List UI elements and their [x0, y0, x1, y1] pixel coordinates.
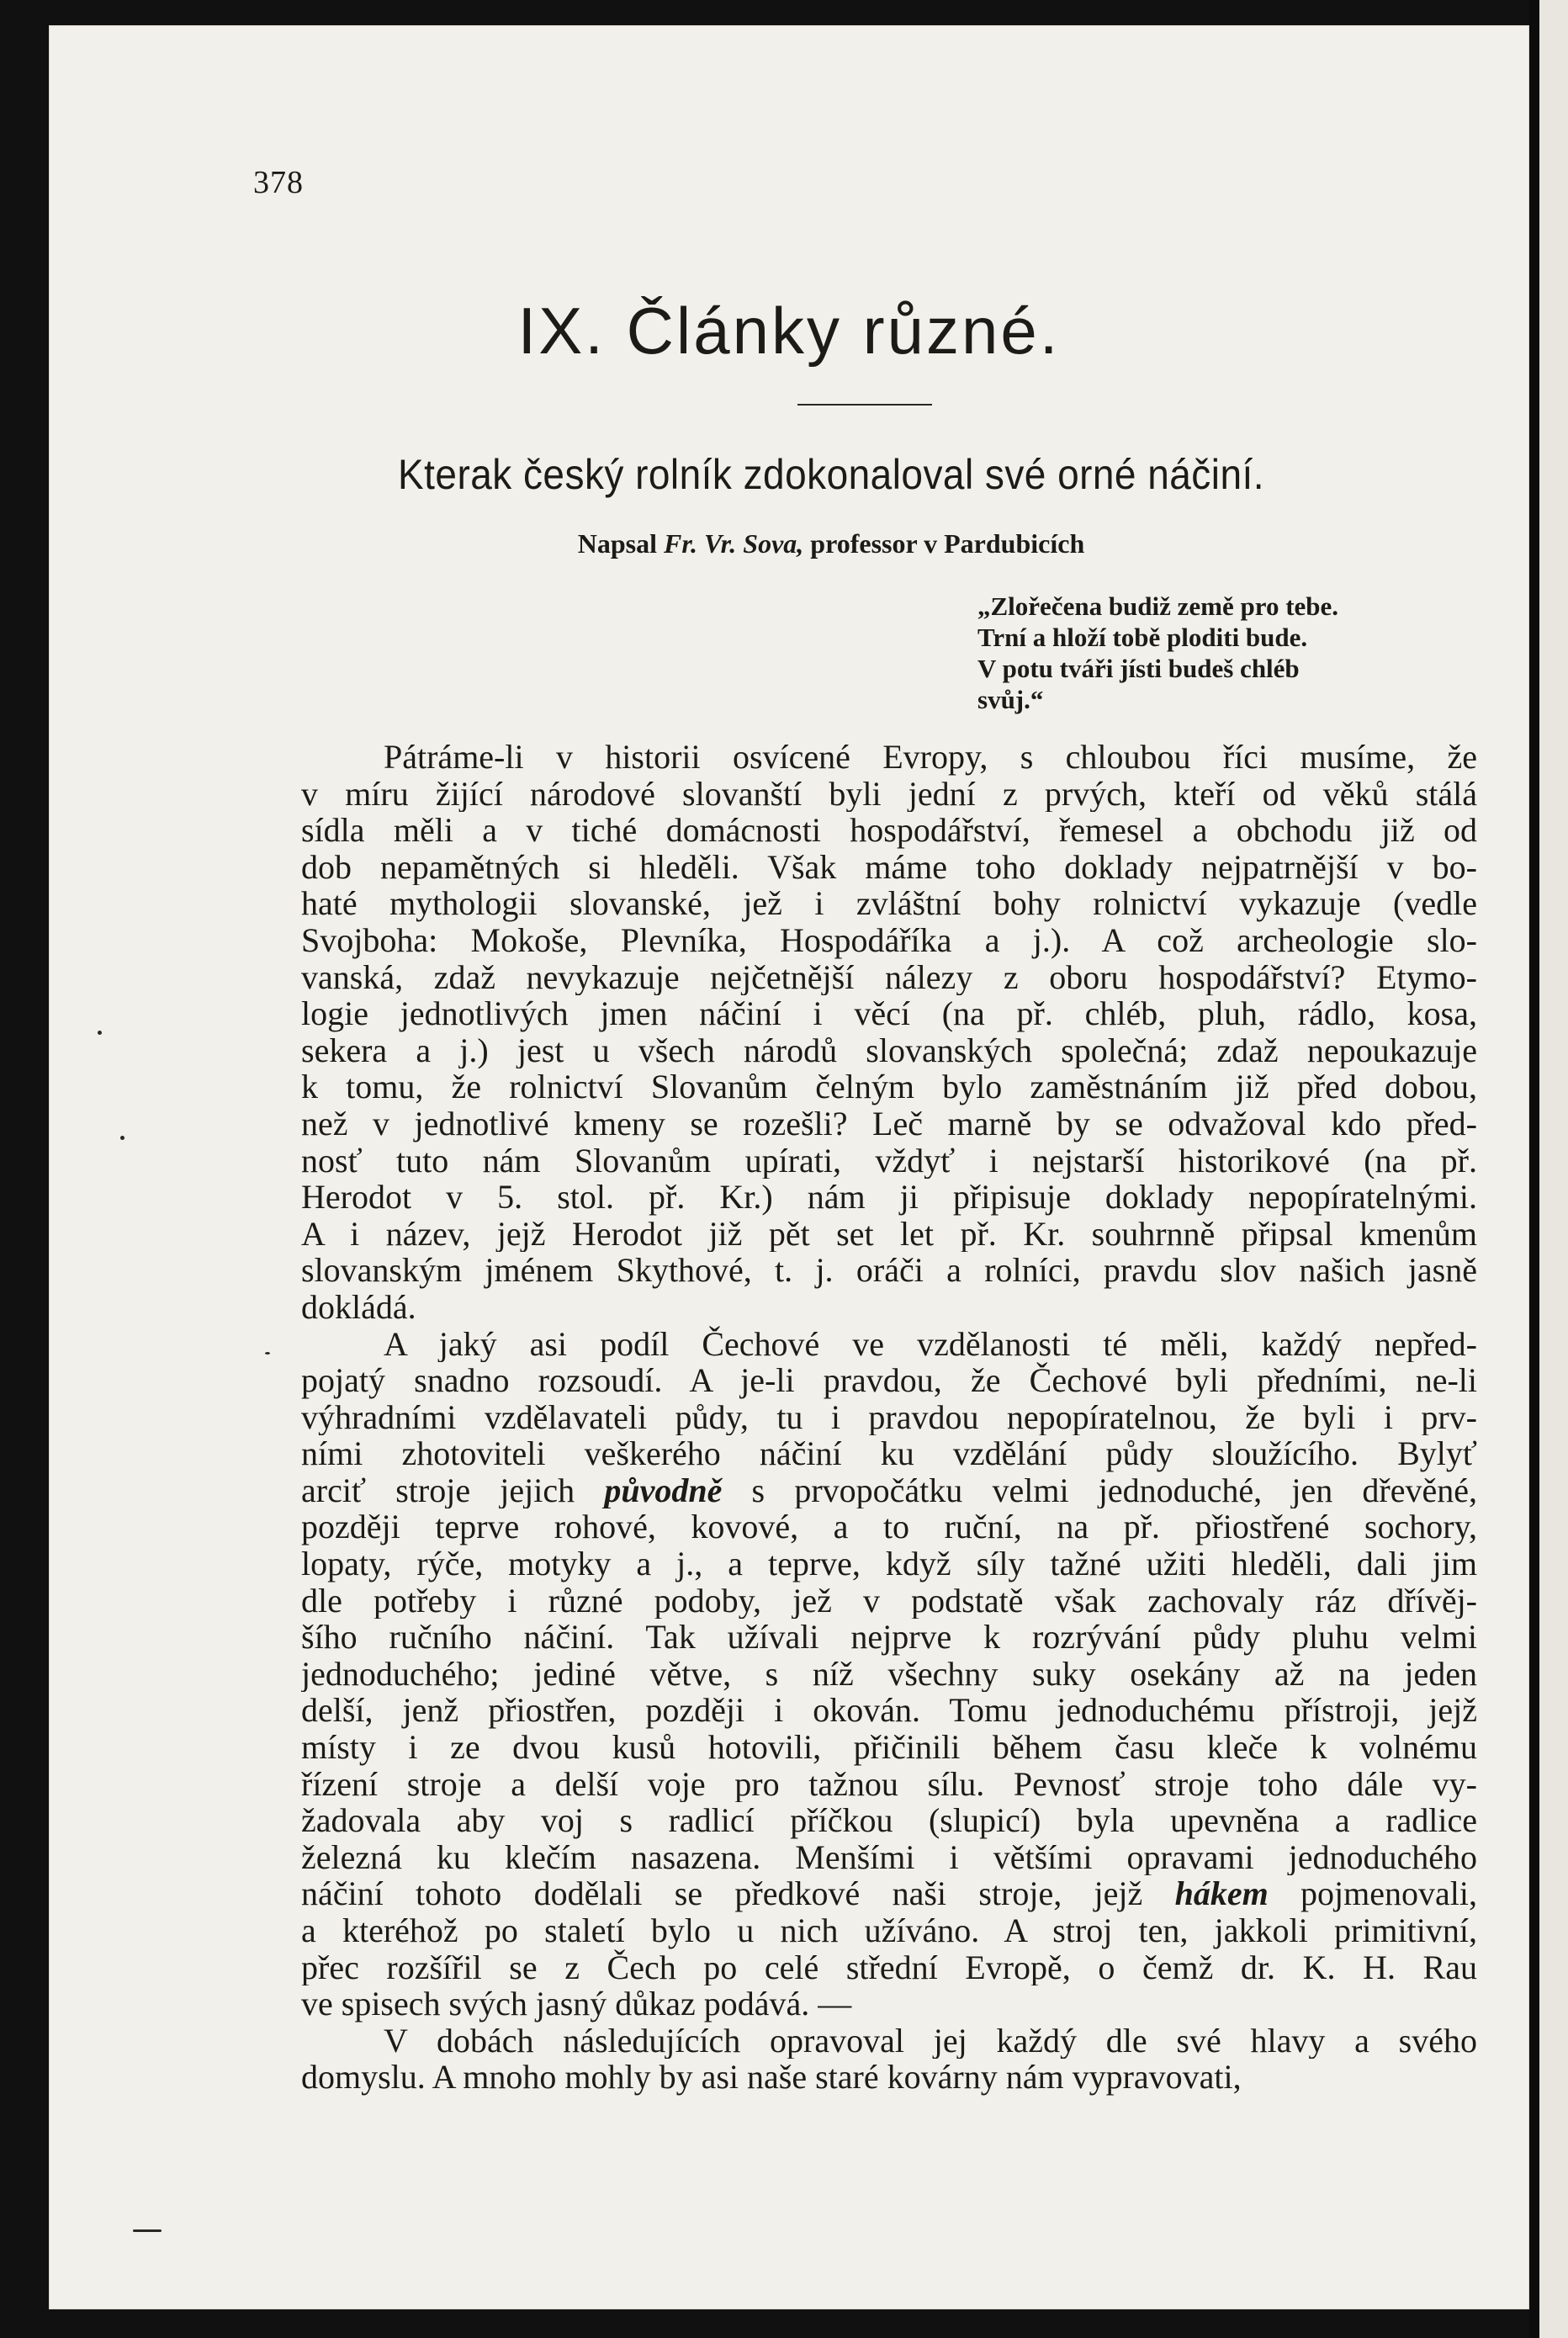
- body-line: lopaty, rýče, motyky a j., a teprve, když síly tažné užiti hleděli, dali jim: [301, 1545, 1477, 1583]
- body-line: šího ručního náčiní. Tak užívali nejprve k rozrývání půdy pluhu velmi: [301, 1619, 1477, 1656]
- body-line: náčiní tohoto dodělali se předkové naši stroje, jejž hákem pojmenovali,: [301, 1875, 1477, 1912]
- scan-speck: [120, 1136, 124, 1140]
- body-line: A i název, jejž Herodot již pět set let př. Kr. souhrnně připsal kmenům: [301, 1215, 1477, 1253]
- next-page-edge: [1539, 0, 1568, 2338]
- body-line: nosť tuto nám Slovanům upírati, vždyť i nejstarší historikové (na př.: [301, 1142, 1477, 1180]
- body-line: a kteréhož po staletí bylo u nich užíváno. A stroj ten, jakkoli primitivní,: [301, 1912, 1477, 1949]
- page-number: 378: [253, 165, 304, 200]
- body-line: řízení stroje a delší voje pro tažnou sílu. Pevnosť stroje toho dále vy-: [301, 1765, 1477, 1803]
- byline: [49, 528, 1568, 559]
- scan-speck: [265, 1352, 270, 1355]
- epigraph-line: Trní a hloží tobě ploditi bude.: [977, 623, 1308, 652]
- body-line: ními zhotoviteli veškerého náčiní ku vzdělání půdy sloužícího. Bylyť: [301, 1435, 1477, 1472]
- body-line: delší, jenž přiostřen, později i okován. Tomu jednoduchému přístroji, jejž: [301, 1692, 1477, 1730]
- epigraph-line: V potu tváři jísti budeš chléb: [977, 654, 1300, 683]
- byline-suffix: professor v Pardubicích: [810, 528, 1085, 559]
- body-line: v míru žijící národové slovanští byli jední z prvých, kteří od věků stálá: [301, 775, 1477, 813]
- epigraph-line: „Zlořečena budiž země pro tebe.: [977, 591, 1339, 621]
- emphasized-word: původně: [604, 1471, 723, 1509]
- body-line: dokládá.: [301, 1288, 416, 1326]
- body-line: sekera a j.) jest u všech národů slovanských společná; zdaž nepoukazuje: [301, 1031, 1477, 1069]
- chapter-title: IX. Články různé.: [517, 294, 1061, 368]
- emphasized-word: hákem: [1174, 1875, 1269, 1912]
- body-line: žadovala aby voj s radlicí příčkou (slupicí) byla upevněna a radlice: [301, 1802, 1477, 1839]
- body-line: sídla měli a v tiché domácnosti hospodářství, řemesel a obchodu již od: [301, 812, 1477, 849]
- body-line: arciť stroje jejich původně s prvopočátku velmi jednoduché, jen dřevěné,: [301, 1471, 1477, 1509]
- book-page: [49, 25, 1529, 2309]
- body-line: pojatý snadno rozsoudí. A je-li pravdou, že Čechové byli předními, ne-li: [301, 1362, 1477, 1399]
- scan-speck: [133, 2229, 162, 2232]
- body-line: ve spisech svých jasný důkaz podává. —: [301, 1985, 852, 2023]
- body-line: vanská, zdaž nevykazuje nejčetnější nálezy z oboru hospodářství? Etymo-: [301, 958, 1477, 996]
- scan-speck: [98, 1031, 102, 1035]
- body-line: slovanským jménem Skythové, t. j. oráči a rolníci, pravdu slov našich jasně: [301, 1252, 1477, 1289]
- body-line: Pátráme-li v historii osvícené Evropy, s chloubou říci musíme, že: [384, 739, 1477, 776]
- body-line: železná ku klečím nasazena. Menšími i většími opravami jednoduchého: [301, 1838, 1477, 1876]
- body-line: přec rozšířil se z Čech po celé střední Evropě, o čemž dr. K. H. Rau: [301, 1948, 1477, 1986]
- article-title: Kterak český rolník zdokonaloval své orné náčiní.: [398, 451, 1264, 498]
- body-line: Svojboha: Mokoše, Plevníka, Hospodáříka a j.). A což archeologie slo-: [301, 921, 1477, 959]
- body-line: výhradními vzdělavateli půdy, tu i pravdou nepopíratelnou, že byli i prv-: [301, 1398, 1477, 1436]
- body-line: později teprve rohové, kovové, a to ruční, na př. přiostřené sochory,: [301, 1508, 1477, 1546]
- body-line: haté mythologii slovanské, jež i zvláštní bohy rolnictví vykazuje (vedle: [301, 885, 1477, 922]
- scan-edge-shadow: [1529, 0, 1539, 2338]
- epigraph-line: svůj.“: [977, 685, 1044, 714]
- body-line: dob nepamětných si hleděli. Však máme toho doklady nejpatrnější v bo-: [301, 848, 1477, 886]
- body-line: Herodot v 5. stol. př. Kr.) nám ji připisuje doklady nepopíratelnými.: [301, 1179, 1477, 1216]
- title-divider: [797, 404, 932, 406]
- body-line: jednoduchého; jediné větve, s níž všechny suky osekány až na jeden: [301, 1655, 1477, 1693]
- body-line: V dobách následujících opravoval jej každý dle své hlavy a svého: [384, 2022, 1477, 2060]
- byline-prefix: Napsal: [577, 528, 657, 559]
- article-body: [301, 739, 1477, 2096]
- epigraph: [977, 591, 1449, 715]
- body-line: logie jednotlivých jmen náčiní i věcí (na př. chléb, pluh, rádlo, kosa,: [301, 995, 1477, 1032]
- body-line: než v jednotlivé kmeny se rozešli? Leč marně by se odvažoval kdo před-: [301, 1105, 1477, 1142]
- author-name: Fr. Vr. Sova,: [664, 528, 804, 559]
- body-line: domyslu. A mnoho mohly by asi naše staré kovárny nám vypravovati,: [301, 2059, 1242, 2096]
- body-line: místy i ze dvou kusů hotovili, přičinili během času kleče k volnému: [301, 1729, 1477, 1766]
- body-line: k tomu, že rolnictví Slovanům čelným bylo zaměstnáním již před dobou,: [301, 1068, 1477, 1105]
- body-line: A jaký asi podíl Čechové ve vzdělanosti té měli, každý nepřed-: [384, 1325, 1477, 1363]
- body-line: dle potřeby i různé podoby, jež v podstatě však zachovaly ráz dřívěj-: [301, 1582, 1477, 1620]
